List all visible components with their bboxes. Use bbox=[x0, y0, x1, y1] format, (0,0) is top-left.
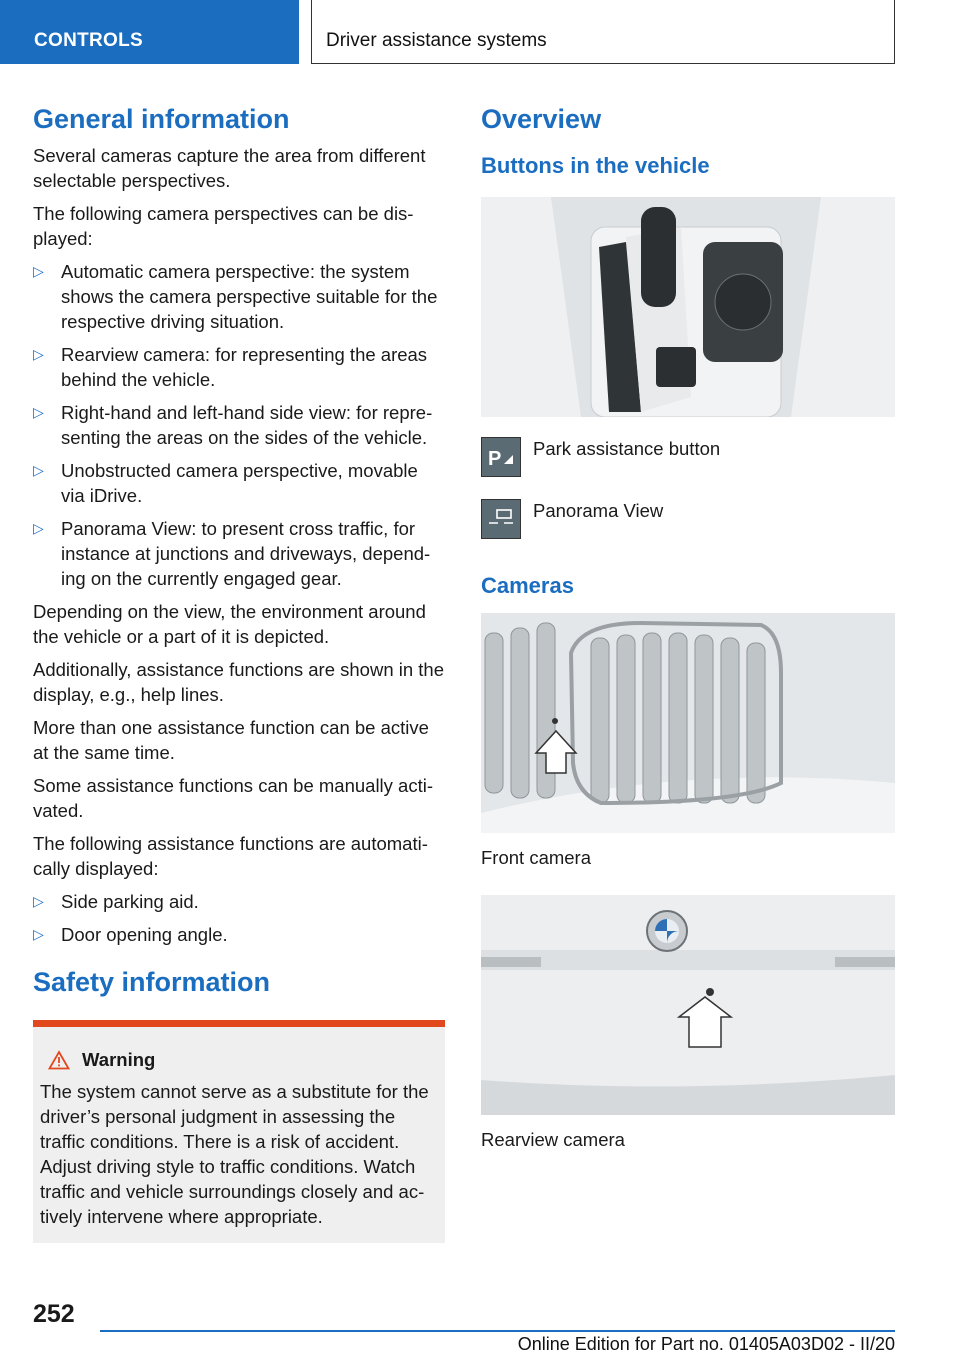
list-item: ▷ Door opening angle. bbox=[33, 924, 228, 945]
warning-text: The system cannot serve as a substitute for the driver’s personal judgment in assessing the traffic conditions. There is a risk of accident. Adjust driving style to traffic conditions. Watch traffic and vehicle surroundings closely and ac‐tively intervene where appropriate. bbox=[40, 1081, 429, 1227]
chapter-header bbox=[311, 0, 895, 64]
list-item: ▷ Side parking aid. bbox=[33, 891, 199, 912]
list-item: ▷ Right-hand and left-hand side view: for repre‐senting the areas on the sides of the vehicle. bbox=[33, 402, 433, 448]
paragraph: Additionally, assistance functions are shown in the display, e.g., help lines. bbox=[33, 659, 445, 705]
triangle-bullet-icon: ▷ bbox=[33, 520, 44, 536]
svg-text:P: P bbox=[488, 448, 502, 470]
overview-heading: Overview bbox=[481, 104, 602, 134]
rearview-camera-caption: Rearview camera bbox=[481, 1129, 625, 1150]
warning-triangle-icon bbox=[48, 1050, 70, 1070]
safety-information-heading: Safety information bbox=[33, 967, 271, 997]
section-tab bbox=[0, 0, 299, 64]
section-label: CONTROLS bbox=[34, 30, 144, 51]
panorama-view-button-icon bbox=[481, 499, 521, 539]
panorama-view-label: Panorama View bbox=[533, 500, 664, 521]
panorama-row bbox=[481, 499, 895, 539]
page-number: 252 bbox=[33, 1300, 75, 1328]
triangle-bullet-icon: ▷ bbox=[33, 404, 44, 420]
paragraph: Several cameras capture the area from different selectable perspectives. bbox=[33, 145, 426, 191]
right-column bbox=[481, 98, 895, 1177]
triangle-bullet-icon: ▷ bbox=[33, 893, 44, 909]
left-column bbox=[33, 98, 445, 1243]
footer-rule bbox=[100, 1330, 895, 1332]
rearview-camera-photo bbox=[481, 895, 895, 1115]
chapter-title: Driver assistance systems bbox=[326, 30, 547, 51]
warning-box bbox=[33, 1020, 445, 1243]
warning-title: Warning bbox=[82, 1049, 156, 1070]
center-console-image bbox=[481, 197, 895, 417]
triangle-bullet-icon: ▷ bbox=[33, 346, 44, 362]
triangle-bullet-icon: ▷ bbox=[33, 462, 44, 478]
paragraph: The following assistance functions are automati‐cally displayed: bbox=[33, 833, 428, 879]
list-item: ▷ Rearview camera: for representing the areas behind the vehicle. bbox=[33, 344, 428, 390]
general-information-heading: General information bbox=[33, 104, 290, 134]
park-assistance-button-icon bbox=[481, 437, 521, 477]
front-camera-photo bbox=[481, 613, 895, 833]
triangle-bullet-icon: ▷ bbox=[33, 263, 44, 279]
list-item: ▷ Unobstructed camera perspective, movable via iDrive. bbox=[33, 460, 418, 506]
edition-footer: Online Edition for Part no. 01405A03D02 - II/20 bbox=[517, 1334, 895, 1354]
park-assistance-label: Park assistance button bbox=[533, 438, 721, 459]
front-grille-image bbox=[481, 613, 895, 833]
buttons-heading: Buttons in the vehicle bbox=[481, 153, 710, 178]
paragraph: Depending on the view, the environment around the vehicle or a part of it is depicted. bbox=[33, 601, 426, 647]
list-item: ▷ Panorama View: to present cross traffic, for instance at junctions and driveways, depend‐ing on the currently engaged gear. bbox=[33, 518, 431, 589]
center-console-photo bbox=[481, 197, 895, 417]
triangle-bullet-icon: ▷ bbox=[33, 926, 44, 942]
cameras-heading: Cameras bbox=[481, 573, 574, 598]
paragraph: The following camera perspectives can be dis‐played: bbox=[33, 203, 414, 249]
paragraph: Some assistance functions can be manually acti‐vated. bbox=[33, 775, 434, 821]
park-assist-row bbox=[481, 437, 895, 477]
front-camera-caption: Front camera bbox=[481, 847, 592, 868]
auto-functions-list bbox=[33, 889, 445, 947]
rear-trunk-image bbox=[481, 895, 895, 1115]
paragraph: More than one assistance function can be active at the same time. bbox=[33, 717, 429, 763]
warning-header bbox=[40, 1049, 437, 1071]
perspective-list bbox=[33, 259, 445, 591]
list-item: ▷ Automatic camera perspective: the system shows the camera perspective suitable for the respective driving situation. bbox=[33, 261, 438, 332]
